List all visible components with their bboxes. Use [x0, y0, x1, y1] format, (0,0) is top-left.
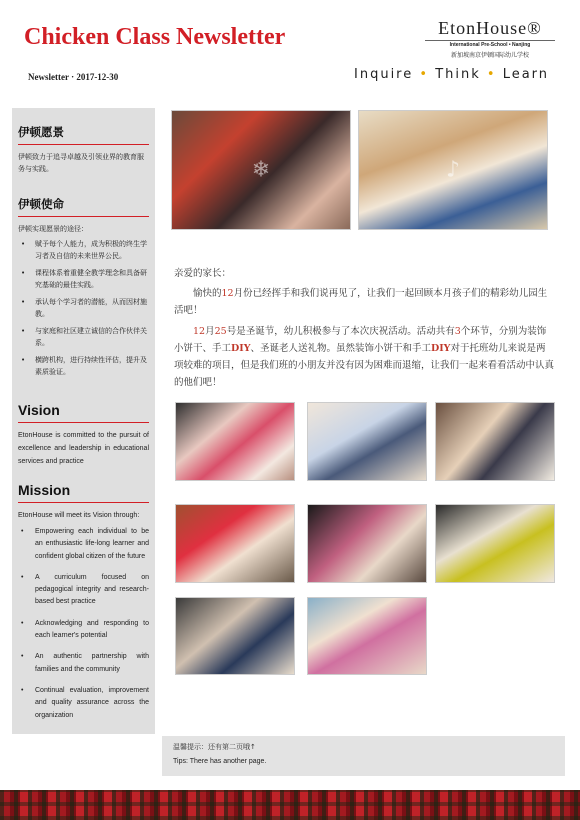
mission-cn-section — [18, 196, 149, 384]
photo-icon: ♪ — [445, 157, 461, 183]
logo-subtitle: International Pre-School • Nanjing — [449, 42, 531, 48]
logo-divider — [425, 40, 555, 41]
vision-cn-heading: 伊顿愿景 — [18, 124, 149, 145]
craft-diy-photo-2 — [307, 504, 427, 583]
tagline-think: Think — [435, 67, 481, 82]
tips-chinese: 温馨提示：还有第二页哦↑ — [173, 743, 256, 751]
tagline-learn: Learn — [502, 67, 550, 82]
plaid-footer-banner — [0, 790, 580, 820]
list-item: • 与家庭和社区建立诚信的合作伙伴关系。 — [18, 326, 149, 349]
newsletter-date: · 2017-12-30 — [71, 72, 119, 82]
parent-letter — [174, 265, 554, 391]
mission-en-list — [18, 526, 149, 722]
newsletter-label: Newsletter — [28, 72, 69, 82]
cookie-decorating-photo-1 — [175, 402, 295, 481]
logo-name: EtonHouse® — [438, 18, 542, 38]
list-item: • 横跨机构，进行持续性评估，提升及素质验证。 — [18, 355, 149, 378]
vision-en-section — [18, 402, 149, 468]
letter-greeting: 亲爱的家长： — [174, 268, 232, 279]
list-item: • 承认每个学习者的潜能，从而因材施教。 — [18, 297, 149, 320]
tips-english: Tips: There has another page. — [173, 758, 267, 765]
tagline-inquire: Inquire — [354, 67, 414, 82]
mission-cn-list — [18, 239, 149, 378]
letter-paragraph-1 — [174, 285, 554, 319]
text-run: 愉快的 — [193, 288, 222, 299]
mission-en-section — [18, 482, 149, 731]
cookie-decorating-photo-3 — [435, 402, 555, 481]
santa-gift-photo-2 — [307, 597, 427, 675]
list-item: • An authentic partnership with families and the community — [18, 651, 149, 676]
cookie-decorating-photo-2 — [307, 402, 427, 481]
vision-en-text: EtonHouse is committed to the pursuit of excellence and leadership in educational services and practice — [18, 432, 149, 465]
text-run: 号是圣诞节，幼儿积极参与了本次庆祝活动。活动共有 — [226, 326, 455, 337]
photo-icon: ❄ — [251, 157, 271, 183]
logo-chinese-name: 新加坡南京伊顿国际幼儿学校 — [450, 52, 529, 59]
mission-cn-heading: 伊顿使命 — [18, 196, 149, 217]
diy-label: DIY — [231, 343, 251, 354]
month-number: 12 — [193, 326, 206, 337]
etonhouse-logo — [425, 18, 555, 59]
day-number: 25 — [214, 326, 227, 337]
letter-paragraph-2 — [174, 323, 554, 391]
dateline — [28, 72, 118, 82]
craft-diy-photo-1 — [175, 504, 295, 583]
christmas-party-photo — [171, 110, 351, 230]
classroom-dance-photo — [358, 110, 548, 230]
session-count: 3 — [454, 326, 461, 337]
craft-diy-photo-3 — [435, 504, 555, 583]
santa-gift-photo-1 — [175, 597, 295, 675]
vision-en-heading: Vision — [18, 402, 149, 423]
mission-en-intro: EtonHouse will meet its Vision through: — [18, 512, 140, 519]
tagline — [354, 67, 549, 82]
text-run: 月份已经挥手和我们说再见了，让我们一起回顾本月孩子们的精彩幼儿园生活吧！ — [174, 288, 548, 316]
sidebar — [12, 108, 155, 734]
mission-cn-intro: 伊顿实现愿景的途径： — [18, 225, 88, 233]
list-item: • A curriculum focused on pedagogical integrity and research-based best practice — [18, 572, 149, 609]
vision-cn-text: 伊顿致力于追寻卓越及引领业界的教育服务与实践。 — [18, 153, 144, 173]
list-item: • Continual evaluation, improvement and quality assurance across the organization — [18, 685, 149, 722]
newsletter-title: Chicken Class Newsletter — [24, 24, 286, 50]
text-run: 月 — [205, 326, 215, 337]
text-run: 个环节，分别为装饰小饼干、手工 — [174, 326, 547, 354]
mission-en-heading: Mission — [18, 482, 149, 503]
text-run: 、圣诞老人送礼物。虽然装饰小饼干和手工 — [250, 343, 431, 354]
text-run: 对于托班幼儿来说是两项较难的项目，但是我们班的小朋友并没有因为困难而退缩，让我们一起来看看活动中认真的他们吧！ — [174, 343, 555, 388]
tips-box — [162, 736, 565, 776]
list-item: • 赋予每个人能力，成为积极的终生学习者及自信的未来世界公民。 — [18, 239, 149, 262]
month-number: 12 — [221, 288, 234, 299]
list-item: • Empowering each individual to be an enthusiastic life-long learner and confident global citizen of the future — [18, 526, 149, 563]
list-item: • 课程体系着重健全教学理念和具备研究基础的最佳实践。 — [18, 268, 149, 291]
tagline-dot-icon: • — [486, 67, 497, 82]
tagline-dot-icon: • — [419, 67, 430, 82]
vision-cn-section — [18, 124, 149, 175]
list-item: • Acknowledging and responding to each learner's potential — [18, 618, 149, 643]
diy-label: DIY — [431, 343, 451, 354]
